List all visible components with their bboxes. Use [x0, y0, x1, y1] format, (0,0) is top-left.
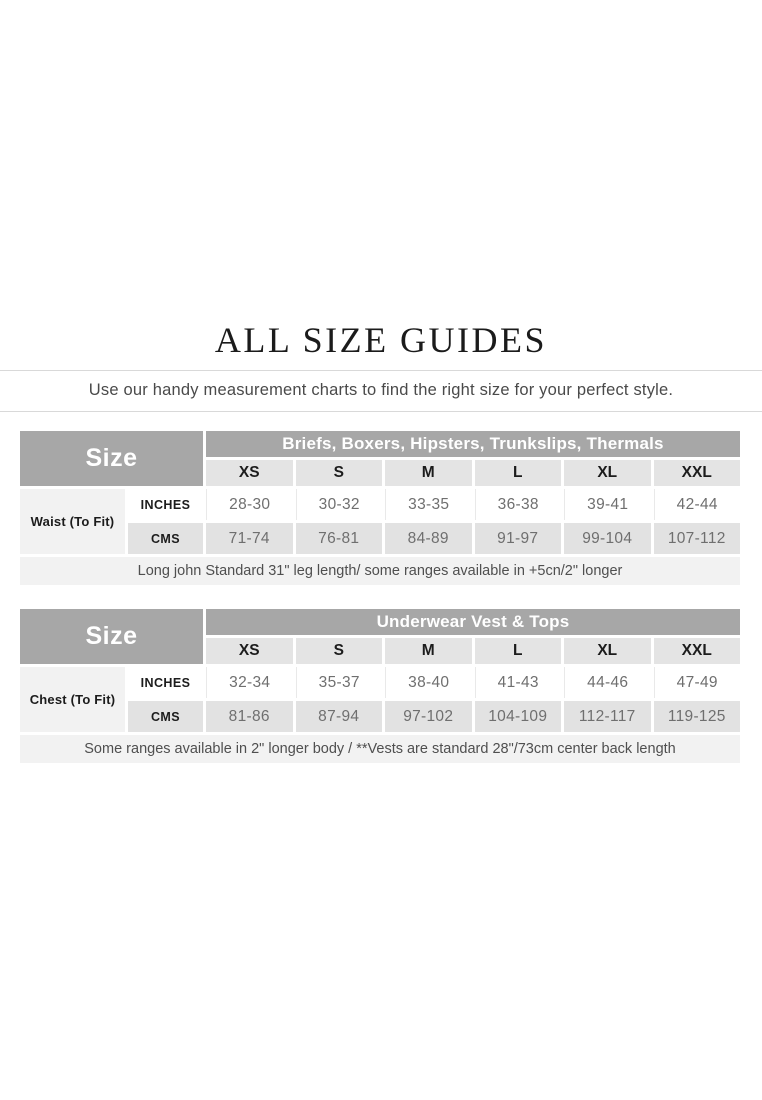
table-cell: 87-94: [296, 701, 383, 732]
table-cell: 38-40: [385, 667, 472, 698]
table-cell: 35-37: [296, 667, 383, 698]
table-cell: 28-30: [206, 489, 293, 520]
unit-label-cms: CMS: [128, 701, 203, 732]
table-cell: 33-35: [385, 489, 472, 520]
size-col-header: S: [296, 460, 383, 486]
size-col-header: XS: [206, 638, 293, 664]
table-footnote: Some ranges available in 2" longer body / **Vests are standard 28"/73cm center back length: [20, 735, 740, 763]
unit-label-cms: CMS: [128, 523, 203, 554]
table-cell: 119-125: [654, 701, 741, 732]
table-cell: 76-81: [296, 523, 383, 554]
size-header-cell: Size: [20, 609, 203, 664]
table-cell: 32-34: [206, 667, 293, 698]
table-cell: 44-46: [564, 667, 651, 698]
page-title: ALL SIZE GUIDES: [214, 320, 548, 360]
category-header: Briefs, Boxers, Hipsters, Trunkslips, Thermals: [206, 431, 740, 457]
size-col-header: S: [296, 638, 383, 664]
table-cell: 97-102: [385, 701, 472, 732]
size-col-header: M: [385, 638, 472, 664]
unit-label-inches: INCHES: [128, 667, 203, 698]
table-cell: 41-43: [475, 667, 562, 698]
table-cell: 84-89: [385, 523, 472, 554]
table-cell: 42-44: [654, 489, 741, 520]
subtitle-text: Use our handy measurement charts to find the right size for your perfect style.: [88, 381, 674, 399]
subtitle-band: [0, 370, 762, 412]
unit-label-inches: INCHES: [128, 489, 203, 520]
size-col-header: L: [475, 638, 562, 664]
table-cell: 99-104: [564, 523, 651, 554]
measurement-row-label: Chest (To Fit): [20, 667, 125, 732]
table-cell: 104-109: [475, 701, 562, 732]
table-cell: 30-32: [296, 489, 383, 520]
table-cell: 107-112: [654, 523, 741, 554]
table-cell: 36-38: [475, 489, 562, 520]
table-cell: 71-74: [206, 523, 293, 554]
table-cell: 81-86: [206, 701, 293, 732]
size-table-briefs: [20, 431, 740, 585]
size-col-header: XXL: [654, 460, 741, 486]
size-col-header: XL: [564, 460, 651, 486]
size-col-header: XXL: [654, 638, 741, 664]
table-cell: 112-117: [564, 701, 651, 732]
size-col-header: XL: [564, 638, 651, 664]
table-cell: 91-97: [475, 523, 562, 554]
table-cell: 47-49: [654, 667, 741, 698]
table-footnote: Long john Standard 31" leg length/ some ranges available in +5cn/2" longer: [20, 557, 740, 585]
table-cell: 39-41: [564, 489, 651, 520]
size-header-cell: Size: [20, 431, 203, 486]
size-col-header: L: [475, 460, 562, 486]
size-col-header: M: [385, 460, 472, 486]
category-header: Underwear Vest & Tops: [206, 609, 740, 635]
size-table-vests: [20, 609, 740, 763]
size-col-header: XS: [206, 460, 293, 486]
measurement-row-label: Waist (To Fit): [20, 489, 125, 554]
